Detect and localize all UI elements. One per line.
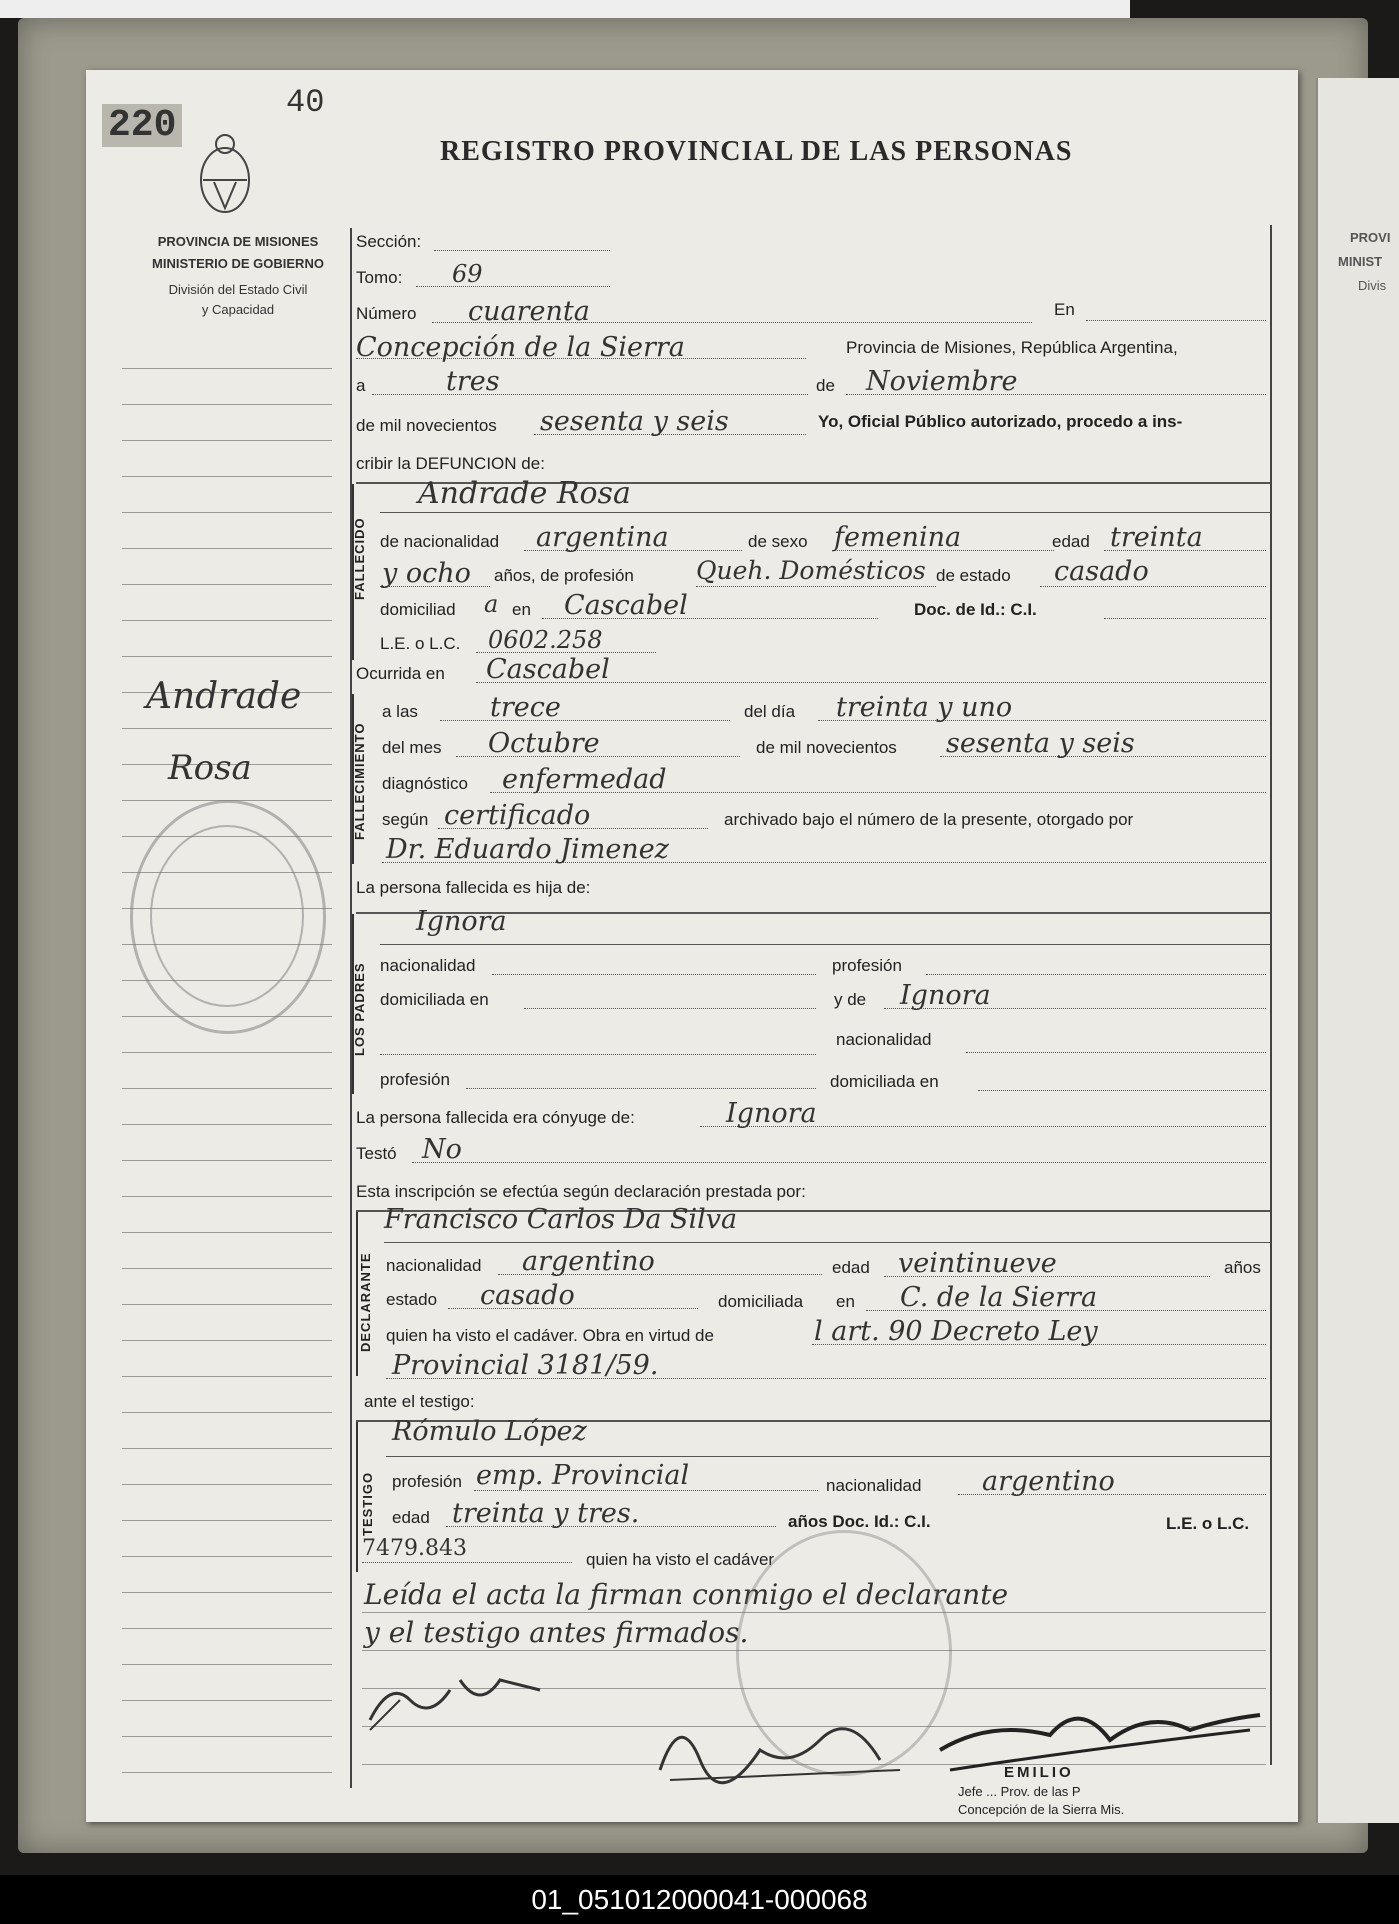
closing-text-1: Leída el acta la firman conmigo el declarante — [364, 1578, 1009, 1611]
mil-label: de mil novecientos — [756, 738, 897, 757]
tomo-field — [416, 286, 610, 287]
stub-ruled-line — [122, 1268, 332, 1269]
stamp-text-2: Jefe ... Prov. de las P — [958, 1784, 1081, 1799]
declarante-name-line — [384, 1242, 1270, 1243]
day-value: tres — [446, 366, 500, 397]
testigo-signature-icon — [640, 1700, 920, 1790]
diag-label: diagnóstico — [382, 774, 469, 793]
page-number-stamp: 220 — [102, 104, 182, 147]
tomo-value: 69 — [452, 260, 483, 288]
stub-division-2: y Capacidad — [201, 302, 275, 317]
testigo-section-label: TESTIGO — [360, 1471, 375, 1536]
seccion-label: Sección: — [356, 232, 422, 251]
padre-nac-field — [492, 974, 816, 975]
declarante-anos-label: años — [1224, 1258, 1261, 1277]
declaracion-label: Esta inscripción se efectúa según declaración prestada por: — [356, 1182, 806, 1201]
del-mes-label: del mes — [382, 738, 442, 757]
ley-value: l art. 90 Decreto Ley — [814, 1316, 1098, 1347]
le-label: L.E. o L.C. — [380, 634, 461, 653]
en-label: En — [1054, 300, 1075, 319]
declarante-section-label: DECLARANTE — [358, 1252, 373, 1352]
sexo-label: de sexo — [748, 532, 808, 551]
stub-ruled-line — [122, 1124, 332, 1125]
padre-dom-field — [524, 1008, 816, 1009]
seccion-field — [434, 250, 610, 251]
province-label: Provincia de Misiones, República Argentina, — [846, 338, 1178, 357]
stub-ruled-line — [122, 1196, 332, 1197]
padre-prof-field — [926, 974, 1266, 975]
day-field — [372, 394, 808, 395]
form-right-border — [1270, 225, 1272, 1765]
declarante-dom-value: C. de la Sierra — [900, 1282, 1098, 1313]
page-title: REGISTRO PROVINCIAL DE LAS PERSONAS — [440, 136, 1073, 167]
stub-ruled-line — [122, 656, 332, 657]
edad-label: edad — [1052, 532, 1090, 551]
madre-prof-field — [466, 1088, 816, 1089]
declarante-en-label: en — [836, 1292, 855, 1311]
profesion-label: años, de profesión — [494, 566, 634, 585]
top-edge — [0, 0, 1130, 18]
next-page-text-2: MINIST — [1338, 254, 1383, 269]
testo-field — [412, 1162, 1266, 1163]
image-id-bar: 01_051012000041-000068 — [0, 1875, 1399, 1924]
stub-ruled-line — [122, 1772, 332, 1773]
year-value: sesenta y seis — [540, 406, 729, 437]
place-value: Concepción de la Sierra — [356, 332, 685, 363]
closing-text-2: y el testigo antes firmados. — [364, 1616, 749, 1649]
madre-prof-label: profesión — [380, 1070, 450, 1089]
testigo-doc-field — [362, 1562, 572, 1563]
testigo-prof-value: emp. Provincial — [476, 1460, 690, 1491]
year-prefix: de mil novecientos — [356, 416, 497, 435]
de-label: de — [816, 376, 835, 395]
stub-ruled-line — [122, 1304, 332, 1305]
dia-value: treinta y uno — [836, 692, 1013, 723]
madre-dom-label: domiciliada en — [830, 1072, 939, 1091]
stub-ruled-line — [122, 1700, 332, 1701]
stub-ruled-line — [122, 1052, 332, 1053]
folio-number: 40 — [286, 84, 325, 121]
coat-of-arms-icon — [196, 130, 254, 222]
fallecimiento-section-label: FALLECIMIENTO — [352, 722, 367, 840]
domicilio-value: Cascabel — [564, 590, 688, 621]
stub-ruled-line — [122, 1412, 332, 1413]
stub-ruled-line — [122, 1376, 332, 1377]
testigo-prof-label: profesión — [392, 1472, 462, 1491]
tomo-label: Tomo: — [356, 268, 403, 287]
declarante-estado-label: estado — [386, 1290, 438, 1309]
stub-ruled-line — [122, 548, 332, 549]
stub-division: División del Estado Civil — [168, 282, 308, 297]
conyuge-value: Ignora — [726, 1098, 817, 1129]
testo-label: Testó — [356, 1144, 397, 1163]
doc-field — [1104, 618, 1266, 619]
numero-value: cuarenta — [468, 296, 590, 327]
stub-ruled-line — [122, 1088, 332, 1089]
deceased-name: Andrade Rosa — [418, 476, 631, 511]
diag-value: enfermedad — [502, 764, 667, 795]
stub-surname: Andrade — [146, 676, 302, 717]
stub-ruled-line — [122, 728, 332, 729]
mes-value: Octubre — [488, 728, 600, 759]
archivado-text: archivado bajo el número de la presente, otorgado por — [724, 810, 1134, 829]
stub-ruled-line — [122, 1556, 332, 1557]
domicilio-en-label: en — [512, 600, 531, 619]
del-dia-label: del día — [744, 702, 796, 721]
officer-signature-icon — [930, 1690, 1270, 1790]
stub-ruled-line — [122, 1232, 332, 1233]
edad2-value: y ocho — [382, 558, 471, 589]
estado-label: de estado — [936, 566, 1011, 585]
en-field — [1086, 320, 1266, 321]
le-value: 0602.258 — [488, 626, 603, 654]
doc-label: Doc. de Id.: C.I. — [914, 600, 1037, 619]
testigo-doc-label: años Doc. Id.: C.I. — [788, 1512, 931, 1531]
stub-ruled-line — [122, 1448, 332, 1449]
nacionalidad-value: argentina — [536, 522, 669, 553]
padre-value: Ignora — [416, 906, 507, 937]
fallecido-section-label: FALLECIDO — [352, 517, 367, 600]
profesion-field — [696, 586, 936, 587]
declarante-edad-label: edad — [832, 1258, 870, 1277]
next-page-text-1: PROVI — [1350, 230, 1391, 245]
anio-value: sesenta y seis — [946, 728, 1135, 759]
testigo-section — [356, 1422, 358, 1572]
declarante-nac-label: nacionalidad — [386, 1256, 482, 1275]
testigo-nac-value: argentino — [982, 1466, 1115, 1497]
a-las-label: a las — [382, 702, 418, 721]
intro-text: Yo, Oficial Público autorizado, procedo a ins- — [818, 412, 1183, 431]
stub-first-name: Rosa — [168, 748, 252, 788]
profesion-value: Queh. Domésticos — [696, 556, 926, 585]
stub-ruled-line — [122, 1664, 332, 1665]
stub-ruled-line — [122, 1160, 332, 1161]
conyuge-label: La persona fallecida era cónyuge de: — [356, 1108, 635, 1127]
segun-value: certificado — [444, 800, 591, 831]
madre-dom-field — [978, 1090, 1266, 1091]
padre-nac-label: nacionalidad — [380, 956, 476, 975]
stub-province: PROVINCIA DE MISIONES — [157, 234, 319, 249]
deceased-name-line — [380, 512, 1270, 513]
declarante-dom-label: domiciliada — [718, 1292, 804, 1311]
hora-field — [440, 720, 730, 721]
padre-dom-label: domiciliada en — [380, 990, 489, 1009]
declarante-edad-value: veintinueve — [898, 1248, 1057, 1279]
stub-ruled-line — [122, 512, 332, 513]
testigo-label: ante el testigo: — [364, 1392, 475, 1411]
padre-extra-field — [380, 1054, 816, 1055]
padre-line — [380, 944, 1270, 945]
ocurrida-value: Cascabel — [486, 654, 610, 685]
stub-ruled-line — [122, 368, 332, 369]
padre-prof-label: profesión — [832, 956, 902, 975]
testigo-doc-number: 7479.843 — [362, 1536, 467, 1561]
madre-value: Ignora — [900, 980, 991, 1011]
stub-ministry: MINISTERIO DE GOBIERNO — [152, 256, 324, 271]
padres-section-label: LOS PADRES — [352, 962, 367, 1056]
a-label: a — [356, 376, 366, 395]
madre-nac-field — [966, 1052, 1266, 1053]
domiciliad-suffix: a — [484, 590, 499, 618]
stub-ruled-line — [122, 620, 332, 621]
testigo-name-line — [386, 1456, 1270, 1457]
segun-label: según — [382, 810, 429, 829]
stub-ruled-line — [122, 584, 332, 585]
yde-label: y de — [834, 990, 867, 1009]
stub-seal-inner — [150, 825, 304, 1007]
declarante-cadaver-text: quien ha visto el cadáver. Obra en virtud de — [386, 1326, 714, 1345]
estado-value: casado — [1054, 556, 1149, 587]
declarante-name: Francisco Carlos Da Silva — [384, 1204, 738, 1235]
next-page-edge — [1316, 78, 1399, 1823]
stamp-text-3: Concepción de la Sierra Mis. — [958, 1802, 1125, 1817]
declarante-signature-icon — [360, 1660, 560, 1740]
nacionalidad-label: de nacionalidad — [380, 532, 500, 551]
numero-label: Número — [356, 304, 417, 323]
testigo-le-label: L.E. o L.C. — [1166, 1514, 1250, 1533]
stub-ruled-line — [122, 1628, 332, 1629]
ocurrida-label: Ocurrida en — [356, 664, 445, 683]
ley2-value: Provincial 3181/59. — [392, 1350, 659, 1381]
doctor-value: Dr. Eduardo Jimenez — [386, 834, 669, 865]
stub-ruled-line — [122, 1484, 332, 1485]
madre-nac-label: nacionalidad — [836, 1030, 932, 1049]
sexo-value: femenina — [834, 522, 962, 553]
testo-value: No — [422, 1134, 462, 1165]
hora-value: trece — [490, 692, 561, 723]
testigo-edad-value: treinta y tres. — [452, 1498, 640, 1529]
stamp-text-1: EMILIO — [1004, 1764, 1074, 1781]
testigo-name: Rómulo López — [392, 1416, 587, 1447]
stub-ruled-line — [122, 1592, 332, 1593]
month-value: Noviembre — [866, 366, 1018, 397]
testigo-edad-label: edad — [392, 1508, 430, 1527]
stub-ruled-line — [122, 1340, 332, 1341]
stub-ruled-line — [122, 404, 332, 405]
testigo-cadaver-text: quien ha visto el cadáver — [586, 1550, 775, 1569]
declarante-nac-value: argentino — [522, 1246, 655, 1277]
hija-label: La persona fallecida es hija de: — [356, 878, 591, 897]
stub-ruled-line — [122, 1736, 332, 1737]
next-page-text-3: Divis — [1358, 278, 1387, 293]
testigo-nac-label: nacionalidad — [826, 1476, 922, 1495]
declarante-estado-value: casado — [480, 1280, 575, 1311]
inscribir-text: cribir la DEFUNCION de: — [356, 454, 545, 473]
stub-ruled-line — [122, 476, 332, 477]
edad-value: treinta — [1110, 522, 1203, 553]
domiciliad-label: domiciliad — [380, 600, 456, 619]
stub-ruled-line — [122, 1520, 332, 1521]
stub-ruled-line — [122, 440, 332, 441]
